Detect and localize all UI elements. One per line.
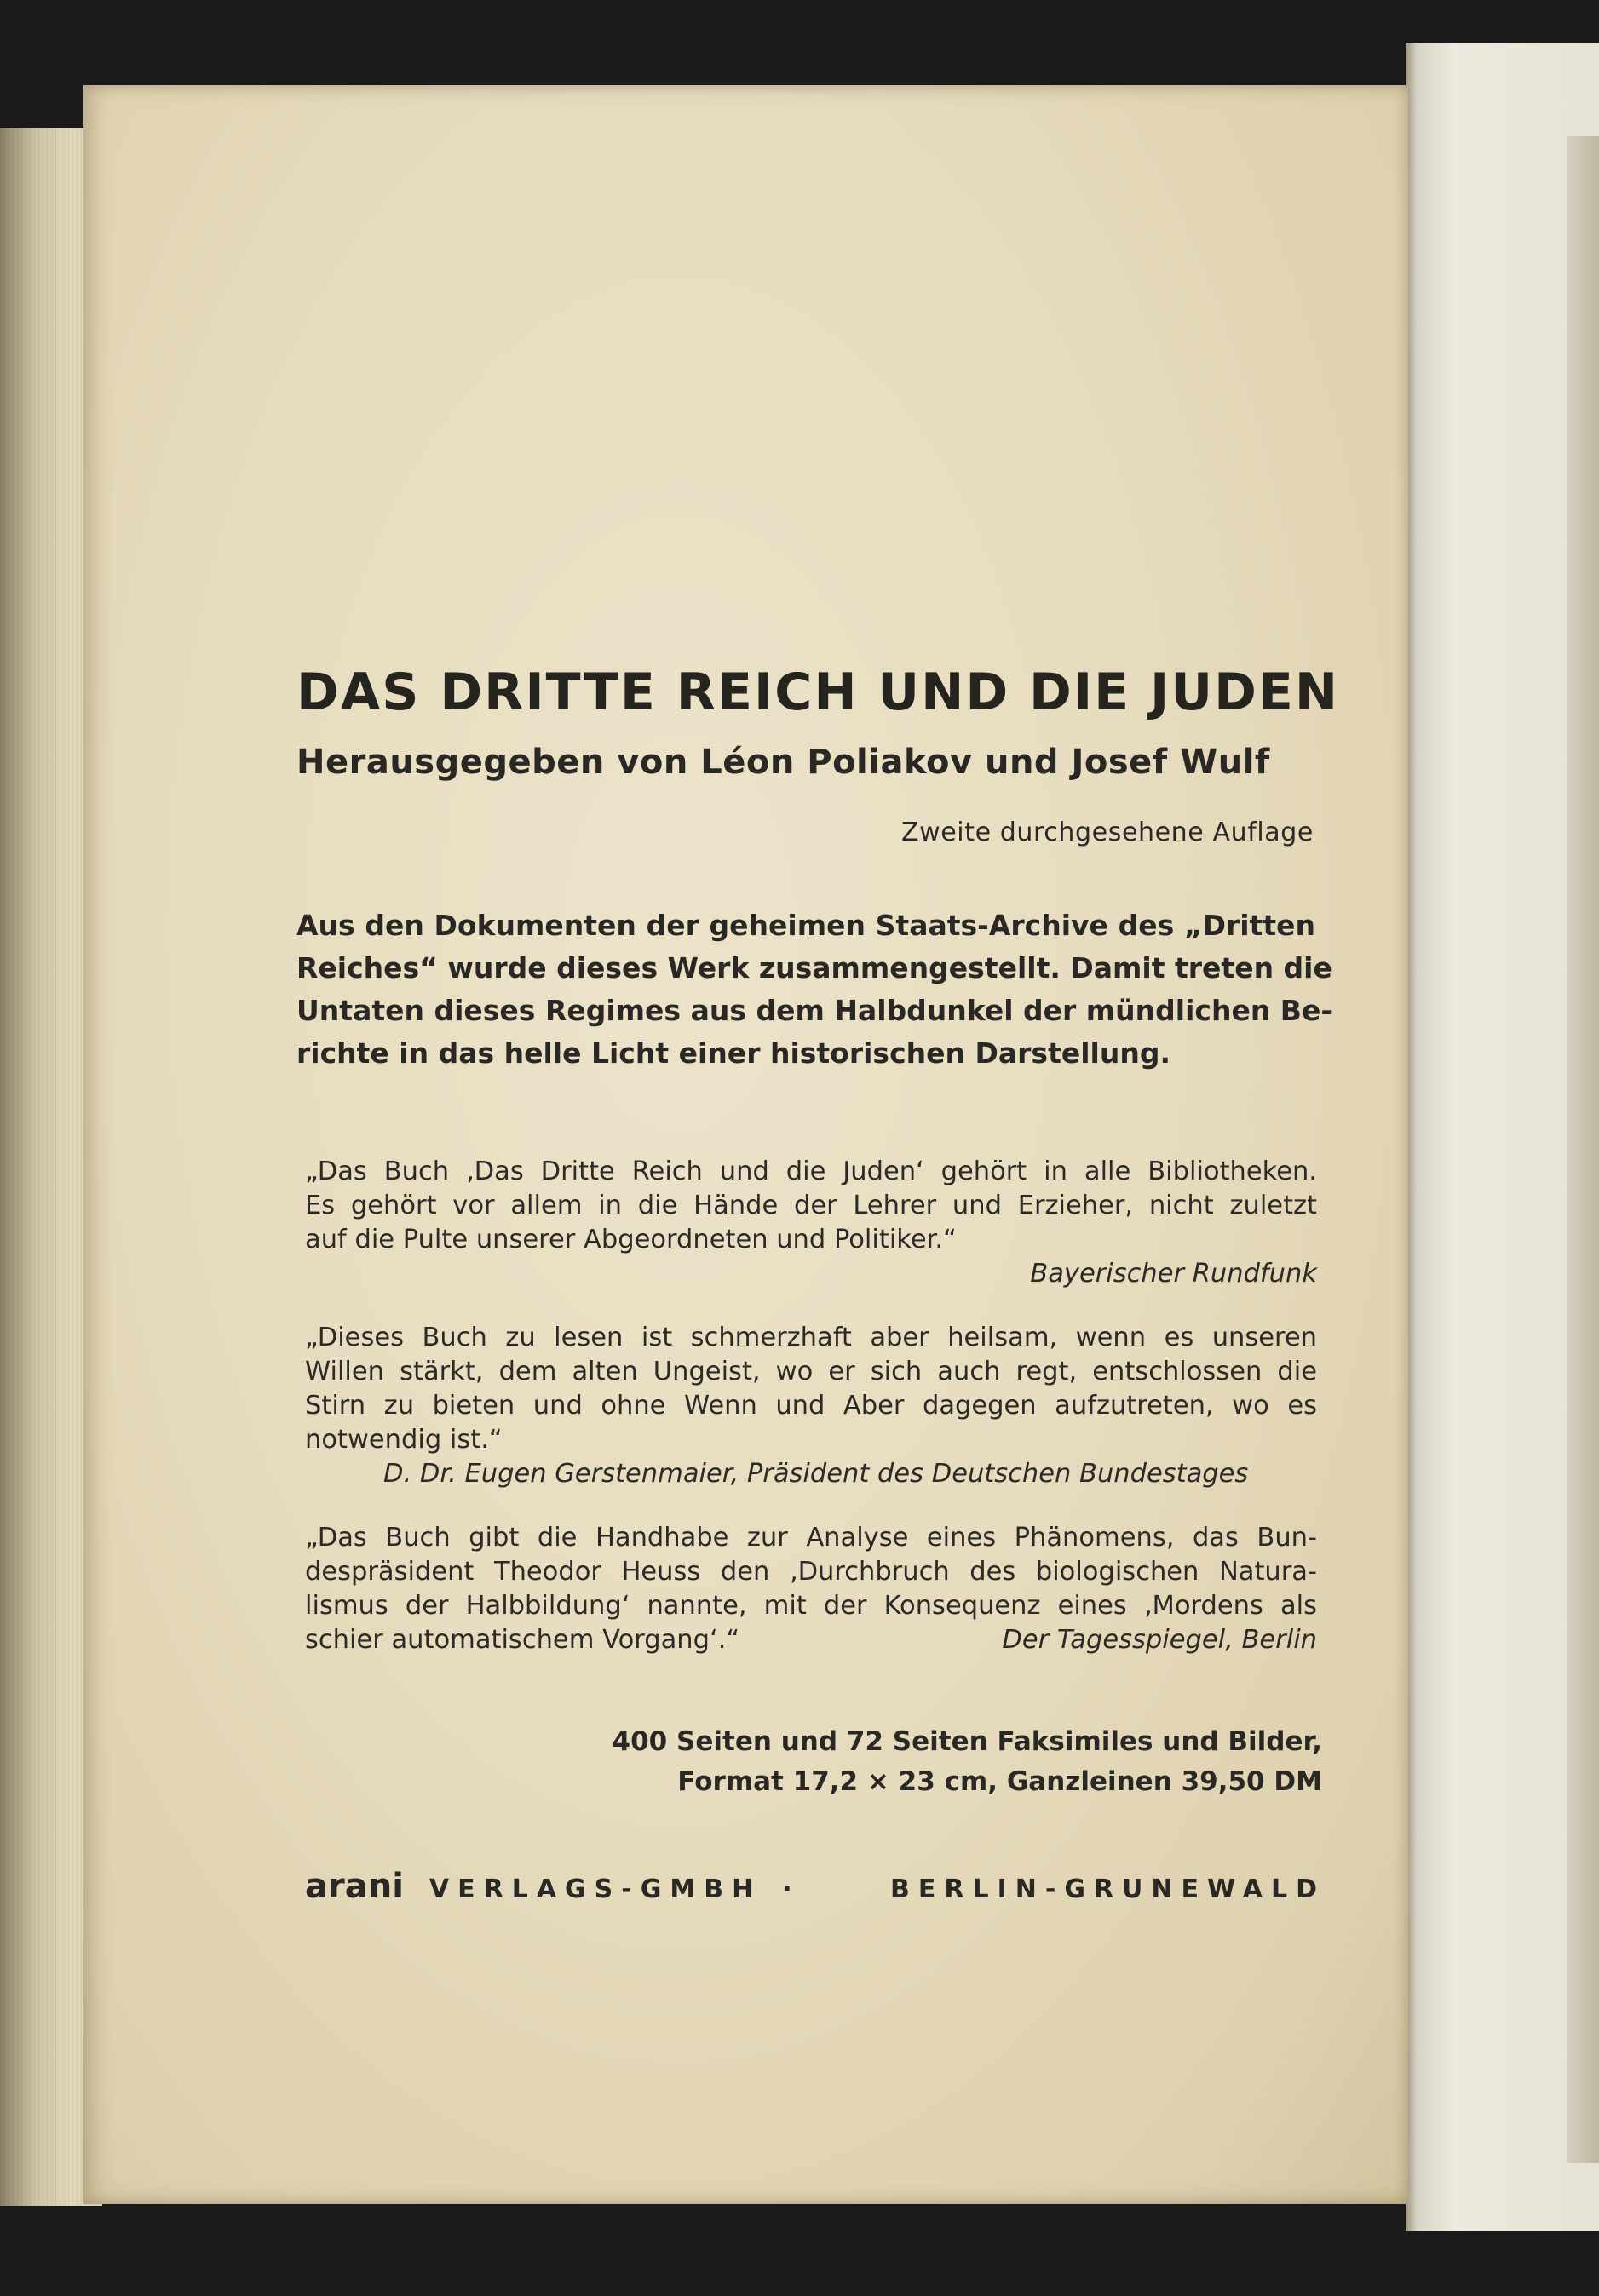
intro-line: Aus den Dokumenten der geheimen Staats-Archive des „Dritten bbox=[296, 909, 1315, 942]
quote-line: „Das Buch ‚Das Dritte Reich und die Juden‘ gehört in alle Bibliotheken. bbox=[305, 1157, 1317, 1186]
intro-line: richte in das helle Licht einer historischen Darstellung. bbox=[296, 1036, 1170, 1070]
publication-info bbox=[613, 1722, 1322, 1802]
quote-1 bbox=[305, 1155, 1317, 1291]
pubinfo-pages: 400 Seiten und 72 Seiten Faksimiles und Bilder, bbox=[612, 1726, 1322, 1757]
quote-line: Willen stärkt, dem alten Ungeist, wo er sich auch regt, entschlossen die bbox=[305, 1357, 1317, 1386]
quote-source: Bayerischer Rundfunk bbox=[1030, 1259, 1317, 1289]
quote-line: auf die Pulte unserer Abgeordneten und Politiker.“ bbox=[305, 1225, 957, 1254]
quote-line: Es gehört vor allem in die Hände der Lehrer und Erzieher, nicht zuletzt bbox=[305, 1191, 1317, 1220]
quote-line: lismus der Halbbildung‘ nannte, mit der Konsequenz eines ‚Mordens als bbox=[305, 1591, 1317, 1621]
quote-line: „Dieses Buch zu lesen ist schmerzhaft aber heilsam, wenn es unseren bbox=[305, 1323, 1317, 1352]
book-title: DAS DRITTE REICH UND DIE JUDEN bbox=[296, 663, 1340, 722]
publisher-separator: · bbox=[782, 1874, 792, 1904]
quote-3 bbox=[305, 1521, 1317, 1657]
intro-line: Untaten dieses Regimes aus dem Halbdunkel der mündlichen Be- bbox=[296, 994, 1333, 1027]
publisher-line bbox=[305, 1867, 1326, 1906]
book-edition: Zweite durchgesehene Auflage bbox=[900, 818, 1314, 847]
quote-source: Der Tagesspiegel, Berlin bbox=[1002, 1625, 1317, 1655]
quote-source: D. Dr. Eugen Gerstenmaier, Präsident des Deutschen Bundestages bbox=[383, 1459, 1249, 1489]
quote-line: despräsident Theodor Heuss den ‚Durchbruch des biologischen Natura- bbox=[305, 1557, 1317, 1587]
publisher-brand: arani bbox=[305, 1867, 404, 1906]
facing-page-edge bbox=[1567, 136, 1599, 2163]
book-editors: Herausgegeben von Léon Poliakov und Josef Wulf bbox=[296, 743, 1270, 782]
quote-line: Stirn zu bieten und ohne Wenn und Aber dagegen aufzutreten, wo es bbox=[305, 1391, 1317, 1421]
intro-paragraph bbox=[296, 904, 1333, 1075]
quote-line: schier automatischem Vorgang‘.“ bbox=[305, 1625, 740, 1655]
publisher-company: VERLAGS-GMBH bbox=[429, 1874, 762, 1904]
quote-2 bbox=[305, 1321, 1317, 1491]
quote-last-line bbox=[305, 1623, 1317, 1657]
publisher-city: BERLIN-GRUNEWALD bbox=[890, 1874, 1326, 1904]
quote-line: notwendig ist.“ bbox=[305, 1425, 503, 1455]
intro-line: Reiches“ wurde dieses Werk zusammengestellt. Damit treten die bbox=[296, 951, 1332, 984]
quote-line: „Das Buch gibt die Handhabe zur Analyse eines Phänomens, das Bun- bbox=[305, 1523, 1317, 1553]
pubinfo-format: Format 17,2 × 23 cm, Ganzleinen 39,50 DM bbox=[677, 1766, 1322, 1797]
